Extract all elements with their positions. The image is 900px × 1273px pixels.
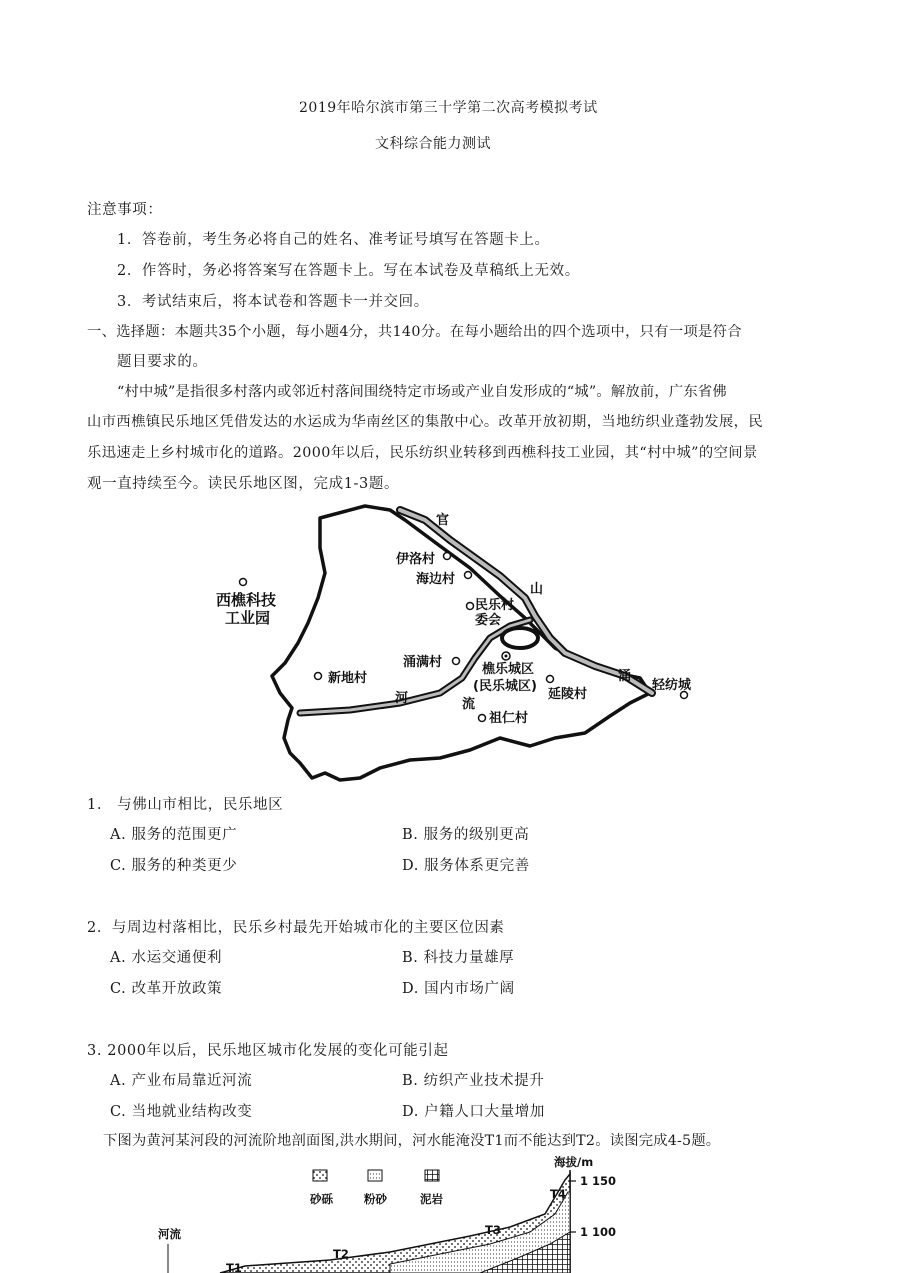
notice-item: 3．考试结束后，将本试卷和答题卡一并交回。	[117, 294, 429, 310]
xiqiao-park-label: 西樵科技	[216, 591, 277, 609]
question-stem: 3. 2000年以后，民乐地区城市化发展的变化可能引起	[87, 1043, 449, 1059]
option-d: D. 服务体系更完善	[402, 858, 530, 874]
section-instruction: 一、选择题：本题共35个小题，每小题4分，共140分。在每小题给出的四个选项中，只有一项是符合	[87, 324, 742, 340]
option-a: A. 产业布局靠近河流	[110, 1073, 253, 1089]
legend-mudstone-swatch	[425, 1170, 439, 1181]
legend-mudstone: 泥岩	[420, 1192, 443, 1206]
textile-city: 轻纺城	[652, 678, 692, 693]
option-c: C. 当地就业结构改变	[110, 1104, 253, 1120]
passage-line: “村中城”是指很多村落内或邻近村落间围绕特定市场或产业自发形成的“城”。解放前，广东省佛	[117, 384, 727, 400]
city-minle: (民乐城区)	[473, 679, 537, 694]
village-xindi: 新地村	[328, 671, 368, 686]
legend-silt-swatch	[368, 1170, 382, 1181]
option-d: D. 国内市场广阔	[402, 981, 515, 997]
notice-heading: 注意事项：	[87, 202, 163, 218]
terrace-t4: T4	[550, 1187, 566, 1201]
minle-area-map	[200, 498, 700, 782]
lake	[502, 628, 538, 648]
river-label-yong: 涌	[618, 669, 632, 684]
passage-2: 下图为黄河某河段的河流阶地剖面图,洪水期间，河水能淹没T1而不能达到T2。读图完成4-5题。	[103, 1133, 721, 1149]
question-stem: 2．与周边村落相比，民乐乡村最先开始城市化的主要区位因素	[87, 920, 505, 936]
notice-item: 1．答卷前，考生务必将自己的姓名、准考证号填写在答题卡上。	[117, 232, 550, 248]
section-instruction-cont: 题目要求的。	[117, 354, 208, 370]
river-label-shan: 山	[530, 582, 544, 597]
passage-line: 乐迅速走上乡村城市化的道路。2000年以后，民乐纺织业转移到西樵科技工业园，其“村中城”的空间景	[87, 445, 758, 461]
legend-silt: 粉砂	[364, 1192, 387, 1206]
exam-title: 2019年哈尔滨市第三十学第二次高考模拟考试	[299, 100, 598, 116]
village-yanling: 延陵村	[548, 687, 588, 702]
notice-item: 2．作答时，务必将答案写在答题卡上。写在本试卷及草稿纸上无效。	[117, 263, 580, 279]
question-stem: 1. 与佛山市相比，民乐地区	[87, 797, 284, 813]
river-terrace-profile	[150, 1152, 630, 1273]
village-haibian: 海边村	[416, 572, 456, 587]
exam-subtitle: 文科综合能力测试	[375, 136, 491, 152]
option-a: A. 水运交通便利	[110, 950, 223, 966]
passage-line: 山市西樵镇民乐地区凭借发达的水运成为华南丝区的集散中心。改革开放初期，当地纺织业蓬勃发展，民	[87, 414, 764, 430]
terrace-t2: T2	[333, 1247, 349, 1261]
tick-1150: 1 150	[580, 1174, 617, 1188]
river-label-he: 河	[395, 691, 409, 706]
option-d: D. 户籍人口大量增加	[402, 1104, 545, 1120]
river-label-guan: 官	[436, 513, 450, 528]
option-b: B. 服务的级别更高	[402, 827, 530, 843]
terrace-t1: T1	[226, 1261, 242, 1273]
river-label-liu: 流	[462, 697, 476, 712]
village-zuren: 祖仁村	[489, 711, 529, 726]
terrace-t3: T3	[485, 1223, 501, 1237]
option-c: C. 改革开放政策	[110, 981, 223, 997]
tick-1100: 1 100	[580, 1225, 617, 1239]
option-c: C. 服务的种类更少	[110, 858, 238, 874]
village-yiluo: 伊洛村	[396, 552, 436, 567]
village-committee: 委会	[475, 613, 502, 628]
xiqiao-park-label-2: 工业园	[225, 609, 271, 627]
axis-label: 海拔/m	[554, 1155, 594, 1169]
option-a: A. 服务的范围更广	[110, 827, 238, 843]
legend-gravel-swatch	[313, 1170, 327, 1181]
river-label: 河流	[158, 1227, 181, 1241]
village-yongman: 涌满村	[403, 655, 443, 670]
village-minle: 民乐村	[475, 598, 515, 613]
option-b: B. 科技力量雄厚	[402, 950, 515, 966]
legend-gravel: 砂砾	[310, 1192, 333, 1206]
passage-line: 观一直持续至今。读民乐地区图，完成1-3题。	[87, 476, 400, 492]
city-qiaole: 樵乐城区	[482, 662, 535, 677]
option-b: B. 纺织产业技术提升	[402, 1073, 545, 1089]
